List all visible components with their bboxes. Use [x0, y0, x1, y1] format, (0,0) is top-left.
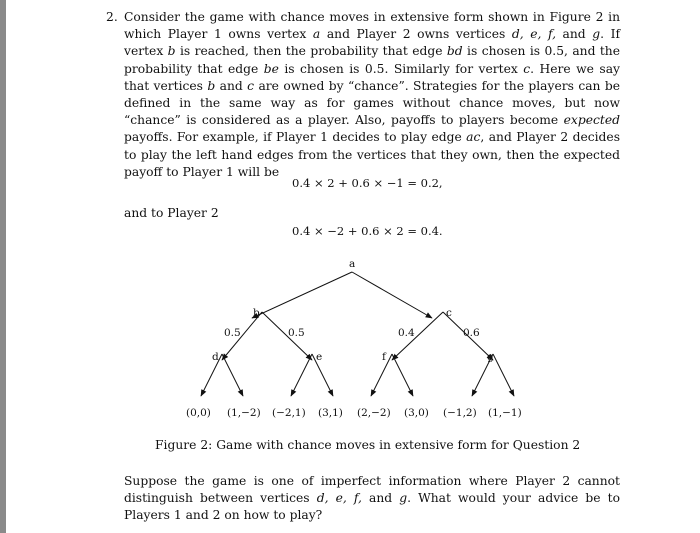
edge-e-left [291, 354, 312, 396]
question-paragraph: Consider the game with chance moves in extensive form shown in Figure 2 in which Player 1 owns vertex a and Player 2 owns vertices d, e, f, and g. If vertex b is reached, then the probability that edge bd is chosen is 0.5, and the probability that edge be is chosen is 0.5. Similarly for vertex c. Here we say that vertices b and c are owned by “chance”. Strategies for the players can be defined in the same way as for games without chance moves, but now “chance” is considered as a player. Also, payoffs to players become expected payoffs. For example, if Player 1 decides to play edge ac, and Player 2 decides to play the left hand edges from the vertices that they own, then the expected payoff to Player 1 will be [124, 10, 621, 179]
payoff-1: (0,0) [186, 407, 211, 419]
vertex-a-label: a [349, 258, 356, 270]
edge-d-right [222, 354, 243, 396]
prob-be: 0.5 [288, 327, 305, 339]
equation-player2: 0.4 × −2 + 0.6 × 2 = 0.4. [292, 224, 443, 238]
payoff-3: (−2,1) [272, 407, 306, 419]
prob-cf: 0.4 [398, 327, 415, 339]
edge-ab [252, 272, 352, 318]
edge-f-right [392, 354, 413, 396]
equation-player1: 0.4 × 2 + 0.6 × −1 = 0.2, [292, 176, 443, 190]
vertex-d-label: d [212, 351, 219, 363]
edge-g-right [493, 354, 514, 396]
payoff-5: (2,−2) [357, 407, 391, 419]
edge-ac [352, 272, 432, 318]
and-to-player2: and to Player 2 [124, 206, 219, 220]
final-question: Suppose the game is one of imperfect information where Player 2 cannot distinguish between vertices d, e, f, and g. What would your advice be to Players 1 and 2 on how to play? [124, 474, 620, 523]
figure-caption: Figure 2: Game with chance moves in extensive form for Question 2 [155, 438, 581, 452]
payoff-6: (3,0) [404, 407, 429, 419]
payoff-4: (3,1) [318, 407, 343, 419]
prob-bd: 0.5 [224, 327, 241, 339]
vertex-c-label: c [446, 307, 452, 319]
vertex-f-label: f [382, 351, 386, 363]
question-number: 2. [106, 10, 118, 24]
vertex-g-label: g [487, 351, 494, 363]
payoff-2: (1,−2) [227, 407, 261, 419]
payoff-7: (−1,2) [443, 407, 477, 419]
payoff-8: (1,−1) [488, 407, 522, 419]
prob-cg: 0.6 [463, 327, 480, 339]
vertex-b-label: b [253, 307, 260, 319]
vertex-e-label: e [316, 351, 323, 363]
